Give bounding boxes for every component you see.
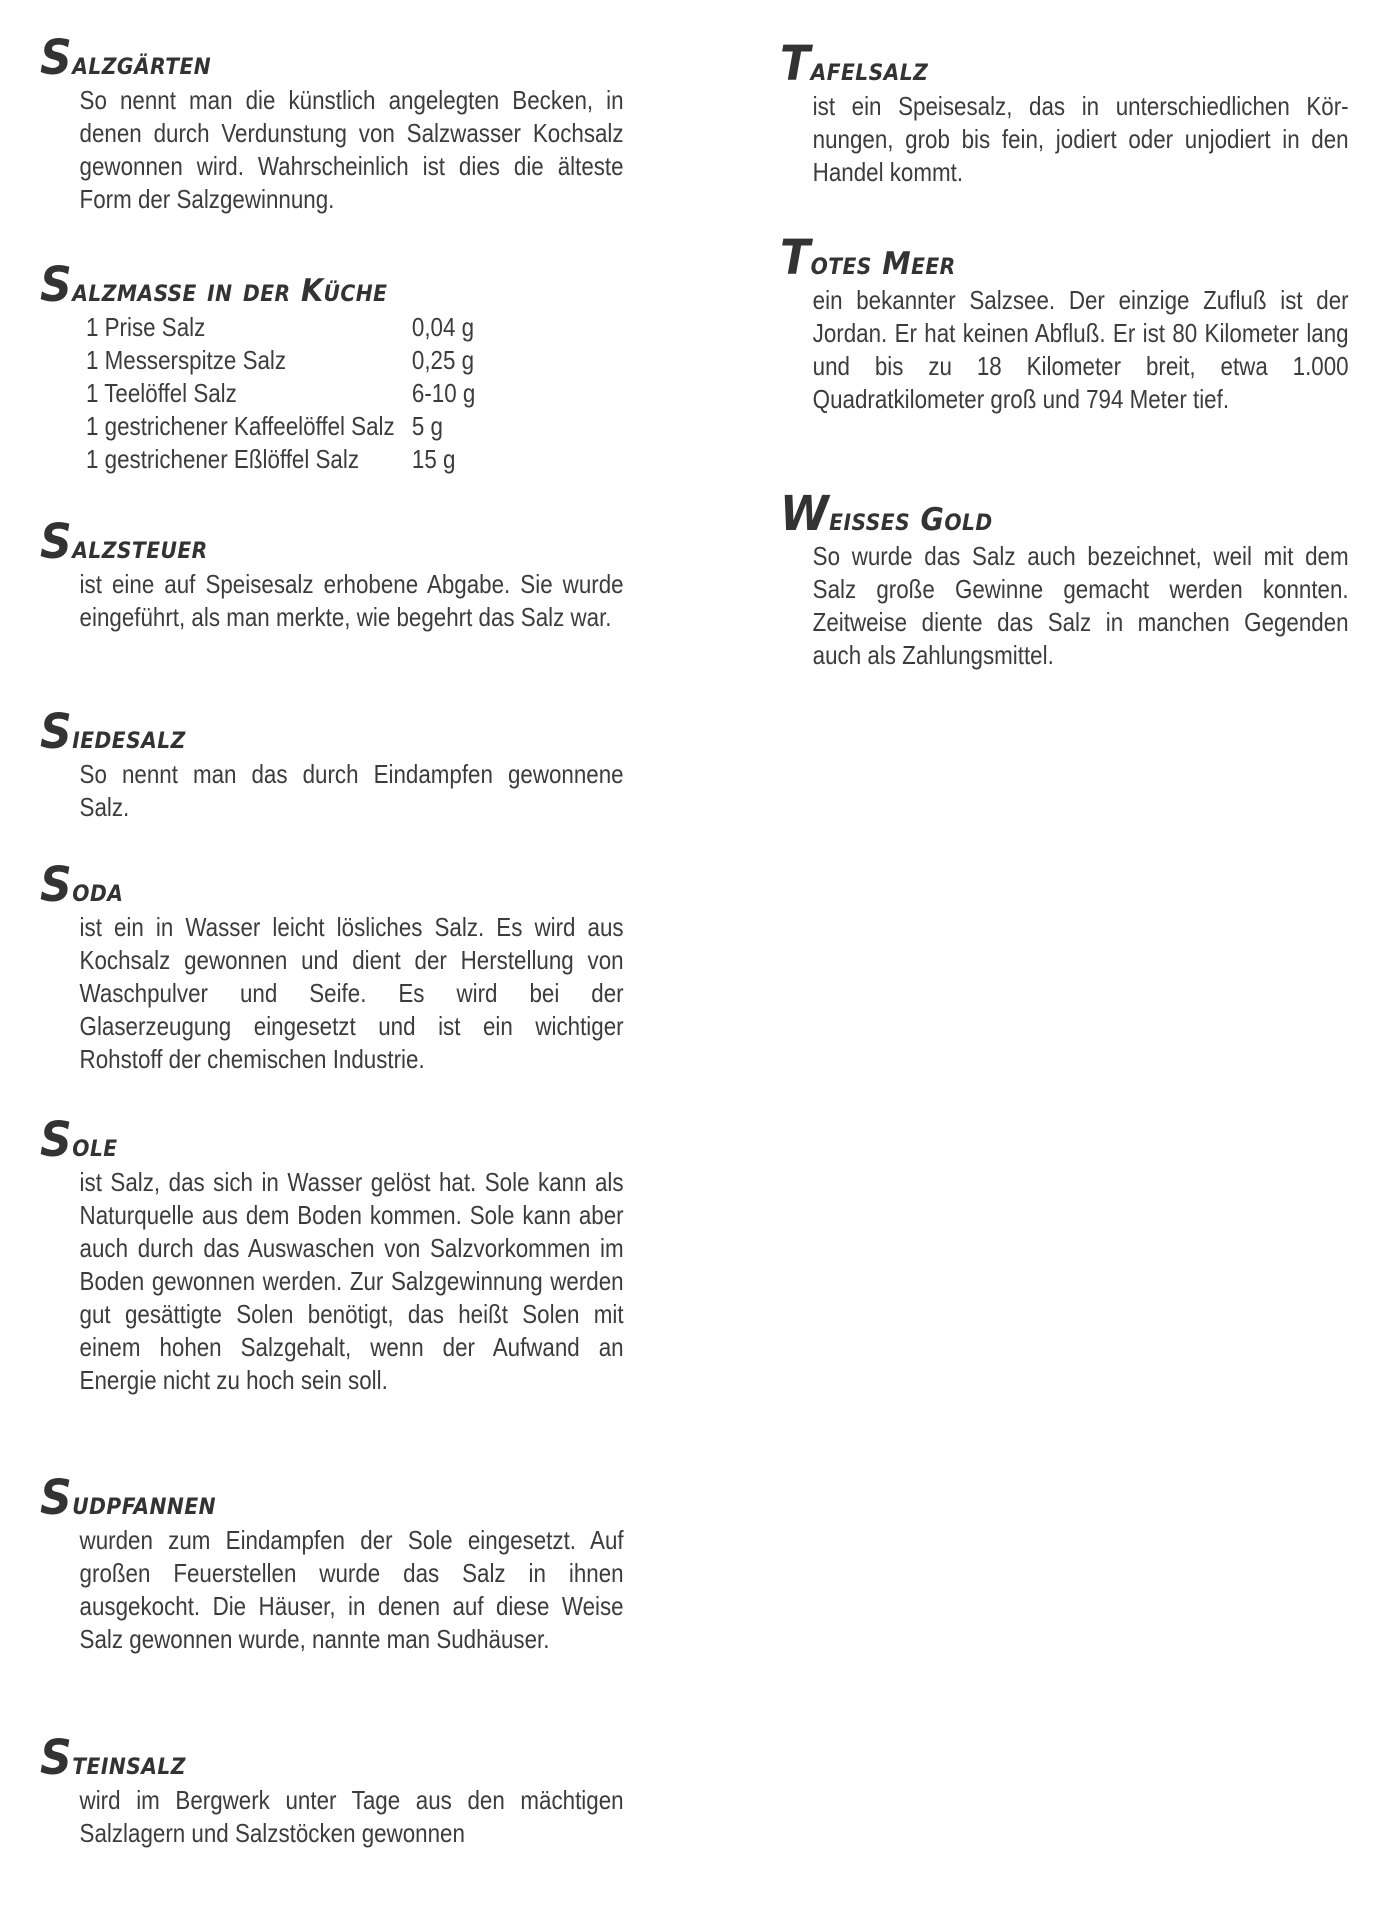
- measures-table: [86, 311, 475, 476]
- entry-heading: Totes Meer: [780, 230, 956, 286]
- entry-heading: Salzmaße in der Küche: [40, 257, 388, 313]
- entry-tafelsalz: [780, 36, 1350, 189]
- measure-amount: 0,04 g: [411, 312, 475, 342]
- measure-amount: 15 g: [411, 444, 456, 474]
- table-row: [86, 443, 475, 476]
- entry-heading: Salzsteuer: [40, 514, 208, 570]
- entry-salzsteuer: [40, 514, 625, 634]
- entry-heading: Weisses Gold: [780, 486, 993, 542]
- table-row: [86, 410, 475, 443]
- entry-text: wird im Bergwerk unter Tage aus den mächtigen Salzlagern und Salzstöcken gewonnen: [79, 1785, 624, 1848]
- measure-item: 1 gestrichener Eßlöffel Salz: [86, 444, 360, 474]
- entry-heading: Siedesalz: [40, 704, 186, 760]
- entry-steinsalz: [40, 1730, 625, 1850]
- entry-heading: Steinsalz: [40, 1730, 186, 1786]
- table-row: [86, 311, 475, 344]
- measure-amount: 0,25 g: [411, 345, 475, 375]
- entry-sudpfannen: [40, 1470, 625, 1656]
- entry-text: ist ein in Wasser leicht lösliches Salz. Es wird aus Kochsalz gewonnen und dient der Herstellung von Waschpulver und Seife. Es wird bei der Glaserzeugung eingesetzt und ist ein wichtiger Rohstoff der chemischen Industrie.: [79, 912, 624, 1074]
- entry-heading: Sudpfannen: [40, 1470, 217, 1526]
- measure-item: 1 Teelöffel Salz: [86, 378, 237, 408]
- entry-text: ein bekannter Salzsee. Der einzige Zufluß ist der Jordan. Er hat keinen Abfluß. Er ist 80 Kilometer lang und bis zu 18 Kilometer breit, etwa 1.000 Quadratkilometer groß und 794 Meter tief.: [812, 285, 1349, 414]
- table-row: [86, 344, 475, 377]
- entry-heading: Tafelsalz: [780, 36, 929, 92]
- measure-amount: 5 g: [411, 411, 443, 441]
- entry-sole: [40, 1112, 625, 1397]
- entry-totes-meer: [780, 230, 1350, 416]
- measure-item: 1 gestrichener Kaffeelöffel Salz: [86, 411, 395, 441]
- entry-text: So nennt man die künstlich angelegten Becken, in denen durch Verdunstung von Salzwasser Kochsalz gewonnen wird. Wahrscheinlich ist dies die älteste Form der Salzgewinnung.: [79, 85, 624, 214]
- entry-heading: Sole: [40, 1112, 118, 1168]
- entry-siedesalz: [40, 704, 625, 824]
- entry-weisses-gold: [780, 486, 1350, 672]
- entry-salzmasse: [40, 257, 625, 476]
- measure-amount: 6-10 g: [411, 378, 476, 408]
- entry-soda: [40, 857, 625, 1076]
- entry-text: So wurde das Salz auch bezeichnet, weil mit dem Salz große Gewinne gemacht werden konnten. Zeitweise diente das Salz in manchen Gegenden auch als Zahlungsmittel.: [812, 541, 1349, 670]
- measure-item: 1 Prise Salz: [86, 312, 206, 342]
- entry-text: wurden zum Eindampfen der Sole eingesetzt. Auf großen Feuerstellen wurde das Salz in ihnen ausgekocht. Die Häuser, in denen auf diese Weise Salz gewonnen wurde, nannte man Sudhäuser.: [79, 1525, 624, 1654]
- entry-salzgaerten: [40, 30, 625, 216]
- table-row: [86, 377, 475, 410]
- entry-heading: Salzgärten: [40, 30, 212, 86]
- entry-text: ist ein Speisesalz, das in unterschiedlichen Körnungen, grob bis fein, jodiert oder unjodiert in den Handel kommt.: [812, 91, 1349, 187]
- entry-text: So nennt man das durch Eindampfen gewonnene Salz.: [79, 759, 624, 822]
- measure-item: 1 Messerspitze Salz: [86, 345, 287, 375]
- entry-heading: Soda: [40, 857, 124, 913]
- entry-text: ist eine auf Speisesalz erhobene Abgabe. Sie wurde eingeführt, als man merkte, wie begehrt das Salz war.: [79, 569, 624, 632]
- entry-text: ist Salz, das sich in Wasser gelöst hat. Sole kann als Naturquelle aus dem Boden kommen. Sole kann aber auch durch das Auswaschen von Salzvorkommen im Boden gewonnen werden. Zur Salzgewinnung werden gut gesättigte Solen benötigt, das heißt Solen mit einem hohen Salzgehalt, wenn der Aufwand an Energie nicht zu hoch sein soll.: [79, 1167, 624, 1395]
